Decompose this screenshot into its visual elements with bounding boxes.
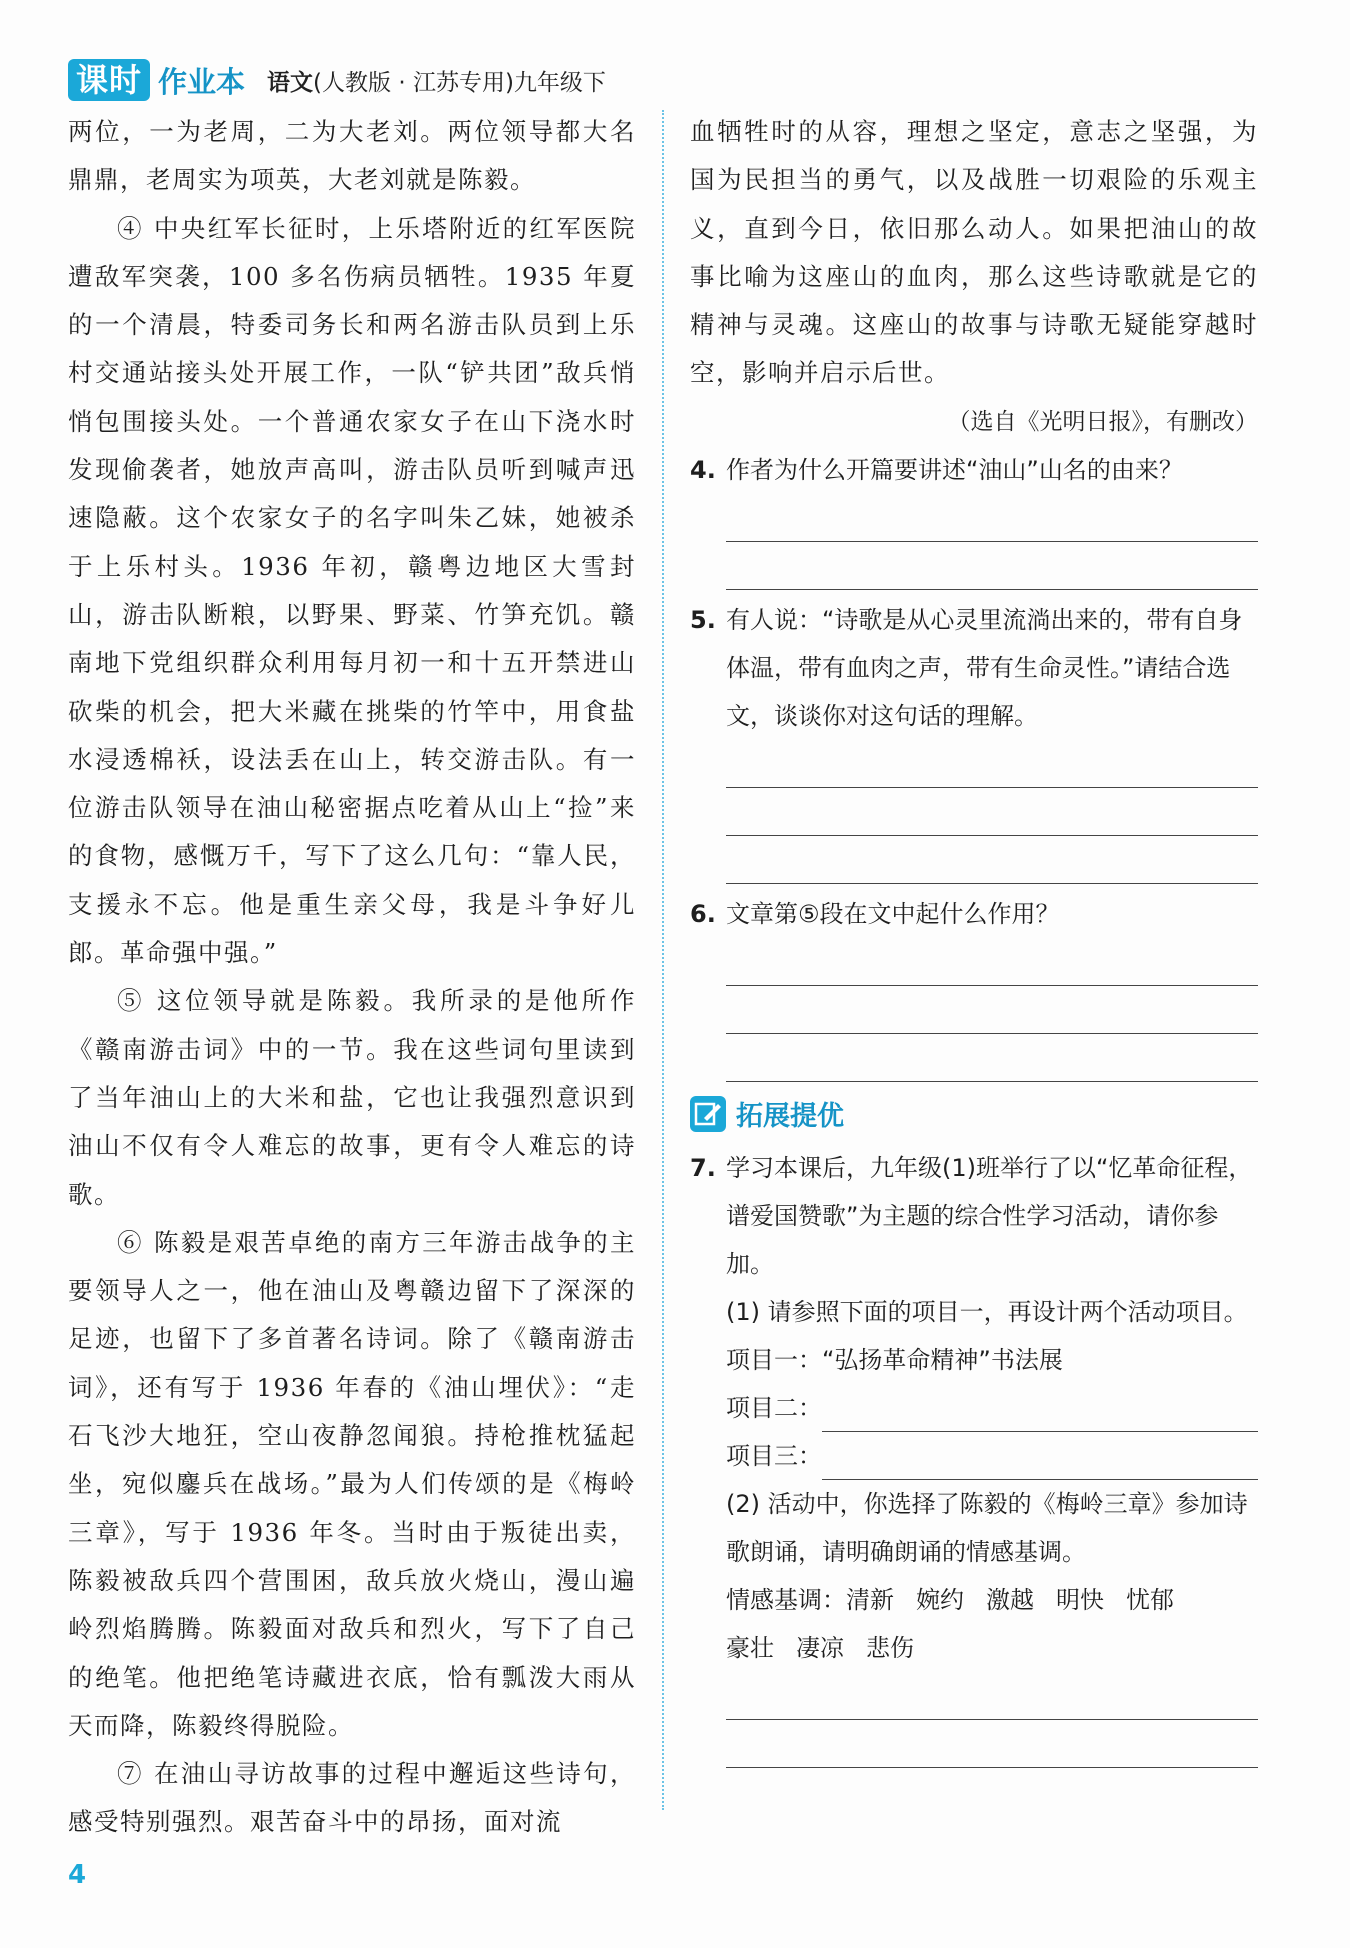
question-number: 5. [690, 605, 716, 634]
pencil-icon [690, 1096, 726, 1132]
tone-option: 豪壮 [726, 1633, 774, 1662]
paragraph-7-start: ⑦ 在油山寻访故事的过程中邂逅这些诗句，感受特别强烈。艰苦奋斗中的昂扬，面对流 [68, 1759, 636, 1837]
paragraph-3-tail: 两位，一为老周，二为大老刘。两位领导都大名鼎鼎，老周实为项英，大老刘就是陈毅。 [68, 117, 636, 195]
question-6 [690, 890, 1258, 938]
subject-detail: (人教版 · 江苏专用)九年级下 [313, 69, 606, 96]
right-column [690, 108, 1258, 1768]
subject-info [267, 64, 606, 97]
tone-option: 婉约 [916, 1585, 964, 1614]
tone-option: 激越 [986, 1585, 1034, 1614]
paragraph-5: ⑤ 这位领导就是陈毅。我所录的是他所作《赣南游击词》中的一节。我在这些词句里读到了当年油山上的大米和盐，它也让我强烈意识到油山不仅有令人难忘的故事，更有令人难忘的诗歌。 [68, 986, 636, 1209]
question-5 [690, 596, 1258, 740]
paragraph-4: ④ 中央红军长征时，上乐塔附近的红军医院遭敌军突袭，100 多名伤病员牺牲。1935 年夏的一个清晨，特委司务长和两名游击队员到上乐村交通站接头处开展工作，一队“铲共团”敌兵悄悄包围接头处。一个普通农家女子在山下浇水时发现偷袭者，她放声高叫，游击队员听到喊声迅速隐蔽。这个农家女子的名字叫朱乙妹，她被杀于上乐村头。1936 年初，赣粤边地区大雪封山，游击队断粮，以野果、野菜、竹笋充饥。赣南地下党组织群众利用每月初一和十五开禁进山砍柴的机会，把大米藏在挑柴的竹竿中，用食盐水浸透棉袄，设法丢在山上，转交游击队。有一位游击队领导在油山秘密据点吃着从山上“捡”来的食物，感慨万千，写下了这么几句：“靠人民，支援永不忘。他是重生亲父母，我是斗争好儿郎。革命强中强。” [68, 213, 636, 968]
paragraph-7-continued: 血牺牲时的从容，理想之坚定，意志之坚强，为国为民担当的勇气，以及战胜一切艰险的乐观主义，直到今日，依旧那么动人。如果把油山的故事比喻为这座山的血肉，那么这些诗歌就是它的精神与灵魂。这座山的故事与诗歌无疑能穿越时空，影响并启示后世。 [690, 117, 1258, 388]
answer-line[interactable] [726, 1034, 1258, 1082]
question-number: 4. [690, 455, 716, 484]
page-header [68, 58, 606, 102]
tone-option: 清新 [846, 1585, 894, 1614]
tone-option: 明快 [1056, 1585, 1104, 1614]
paragraph-6: ⑥ 陈毅是艰苦卓绝的南方三年游击战争的主要领导人之一，他在油山及粤赣边留下了深深的足迹，也留下了多首著名诗词。除了《赣南游击词》，还有写于 1936 年春的《油山埋伏》：“走石飞沙大地狂，空山夜静忽闻狼。持枪推枕猛起坐，宛似鏖兵在战场。”最为人们传颂的是《梅岭三章》，写于 1936 年冬。当时由于叛徒出卖，陈毅被敌兵四个营围困，敌兵放火烧山，漫山遍岭烈焰腾腾。陈毅面对敌兵和烈火，写下了自己的绝笔。他把绝笔诗藏进衣底，恰有瓢泼大雨从天而降，陈毅终得脱险。 [68, 1227, 636, 1740]
answer-line[interactable] [726, 788, 1258, 836]
tone-option: 忧郁 [1126, 1585, 1174, 1614]
page-number: 4 [68, 1860, 87, 1890]
project-three [726, 1432, 1258, 1480]
tone-option: 凄凉 [796, 1633, 844, 1662]
answer-line[interactable] [726, 836, 1258, 884]
question-text: 学习本课后，九年级(1)班举行了以“忆革命征程，谱爱国赞歌”为主题的综合性学习活动，请你参加。 [726, 1153, 1253, 1278]
answer-line[interactable] [726, 494, 1258, 542]
brand-logo [68, 59, 245, 101]
project-three-blank[interactable] [822, 1443, 1258, 1480]
section-title: 拓展提优 [736, 1101, 844, 1133]
book-name: 作业本 [158, 64, 246, 99]
tone-options [726, 1576, 1258, 1672]
answer-line[interactable] [726, 740, 1258, 788]
project-one: 项目一：“弘扬革命精神”书法展 [726, 1345, 1063, 1374]
tone-label: 情感基调： [726, 1585, 846, 1614]
section-header [690, 1092, 1258, 1136]
project-two-label: 项目二： [726, 1393, 822, 1422]
answer-line[interactable] [726, 1720, 1258, 1768]
question-4 [690, 446, 1258, 494]
left-column [68, 108, 636, 1847]
question-number: 6. [690, 899, 716, 928]
question-text: 有人说：“诗歌是从心灵里流淌出来的，带有自身体温，带有血肉之声，带有生命灵性。”请结合选文，谈谈你对这句话的理解。 [726, 605, 1243, 730]
answer-line[interactable] [726, 938, 1258, 986]
sub-question-1: (1) 请参照下面的项目一，再设计两个活动项目。 [726, 1297, 1248, 1326]
project-two-blank[interactable] [822, 1395, 1258, 1432]
logo-badge: 课时 [68, 59, 150, 101]
answer-line[interactable] [726, 542, 1258, 590]
sub-question-2: (2) 活动中，你选择了陈毅的《梅岭三章》参加诗歌朗诵，请明确朗诵的情感基调。 [726, 1489, 1248, 1566]
question-number: 7. [690, 1153, 716, 1182]
project-two [726, 1384, 1258, 1432]
question-text: 文章第⑤段在文中起什么作用？ [726, 899, 1060, 928]
column-divider [662, 110, 664, 1810]
question-text: 作者为什么开篇要讲述“油山”山名的由来？ [726, 455, 1183, 484]
subject-name: 语文 [267, 69, 314, 96]
answer-line[interactable] [726, 1672, 1258, 1720]
source-citation: （选自《光明日报》，有删改） [947, 408, 1258, 435]
project-three-label: 项目三： [726, 1441, 822, 1470]
tone-option: 悲伤 [866, 1633, 914, 1662]
answer-line[interactable] [726, 986, 1258, 1034]
question-7 [690, 1144, 1258, 1288]
